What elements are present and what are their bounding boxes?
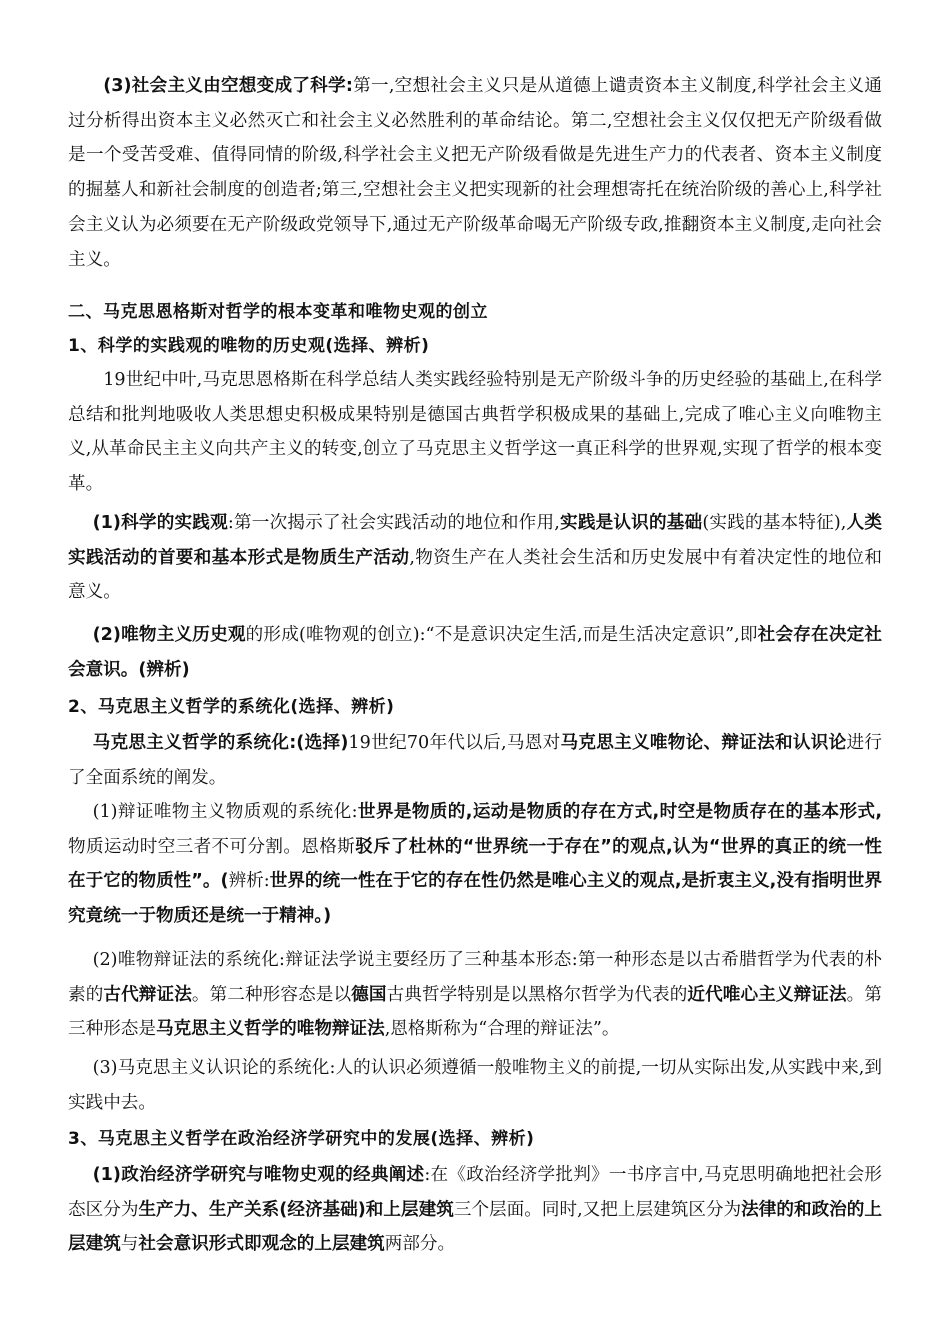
body-text: 的形成(唯物观的创立):“不是意识决定生活,而是生活决定意识”,即	[245, 625, 758, 645]
bold-phrase: 实践是认识的基础	[559, 513, 703, 533]
body-text: ,物资生产在人类社会生活和历史发展中有着决定性的地位和意义。	[68, 547, 882, 603]
bold-phrase: (2)唯物主义历史观	[92, 625, 246, 645]
bold-phrase: 社会意识形式即观念的上层建筑	[138, 1234, 385, 1255]
body-text: 辨析:	[228, 871, 270, 892]
bold-phrase: 马克思主义哲学的系统化:(选择)	[92, 733, 349, 753]
bold-phrase: 古代辩证法	[103, 984, 192, 1005]
paragraph-epistemology: (3)马克思主义认识论的系统化:人的认识必须遵循一般唯物主义的前提,一切从实际出发,从实践中来,到实践中去。	[68, 1058, 882, 1113]
body-text: 三个层面。同时,又把上层建筑区分为	[453, 1199, 742, 1220]
body-text: 与	[120, 1234, 139, 1255]
body-text: :在《政治经济学批判》一书序言中,马克思明确地把社会形态区分为	[68, 1165, 882, 1220]
paragraph-historical-materialism	[68, 618, 882, 687]
paragraph-socialism-science	[68, 69, 882, 277]
bold-phrase: (1)政治经济学研究与唯物史观的经典阐述	[92, 1165, 425, 1185]
body-text: :第一次揭示了社会实践活动的地位和作用,	[227, 513, 560, 533]
bold-phrase: 世界的统一性在于它的存在性仍然是唯心主义的观点,是折衷主义,没有指明世界究竟统一于物质还是统一于精神。)	[68, 871, 883, 927]
body-text: 古典哲学特别是以黑格尔哲学为代表的	[386, 984, 688, 1005]
bold-phrase: 人类实践活动的首要和基本形式是物质生产活动	[68, 513, 882, 568]
body-text: 19世纪70年代以后,马恩对	[348, 733, 561, 753]
body-text: 第一,空想社会主义只是从道德上谴责资本主义制度,科学社会主义通过分析得出资本主义必然灭亡和社会主义必然胜利的革命结论。第二,空想社会主义仅仅把无产阶级看做是一个受苦受难、值得同情的阶级,科学社会主义把无产阶级看做是先进生产力的代表者、资本主义制度的掘墓人和新社会制度的创造者;第三,空想社会主义把实现新的社会理想寄托在统治阶级的善心上,科学社会主义认为必须要在无产阶级政党领导下,通过无产阶级革命喝无产阶级专政,推翻资本主义制度,走向社会主义。	[68, 76, 882, 270]
bold-phrase: 世界是物质的,运动是物质的存在方式,时空是物质存在的基本形式,	[357, 802, 882, 822]
body-text: 两部分。	[384, 1234, 456, 1255]
section-heading-2: 二、马克思恩格斯对哲学的根本变革和唯物史观的创立	[68, 302, 488, 322]
bold-phrase: (1)科学的实践观	[92, 513, 228, 533]
body-text: 。第二种形容态是以	[191, 984, 352, 1005]
body-text: 。第三种形态是	[68, 984, 882, 1040]
bold-phrase: 驳斥了杜林的“世界统一于存在”的观点,认为“世界的真正的统一性在于它的物质性”。(	[68, 836, 882, 892]
bold-phrase: 社会存在决定社会意识。(辨析)	[68, 625, 882, 680]
bold-phrase: (3)社会主义由空想变成了科学:	[103, 76, 353, 96]
paragraph-matter-view	[68, 795, 882, 934]
bold-phrase: 马克思主义哲学的唯物辩证法	[155, 1019, 385, 1040]
body-text: ,恩格斯称为“合理的辩证法”。	[384, 1019, 620, 1040]
body-text: (1)辩证唯物主义物质观的系统化:	[92, 802, 358, 822]
bold-phrase: 德国	[351, 984, 387, 1005]
paragraph-dialectics	[68, 943, 882, 1047]
bold-phrase: 马克思主义唯物论、辩证法和认识论	[560, 733, 847, 753]
paragraph-systematization	[68, 726, 882, 795]
subsection-heading-3: 3、马克思主义哲学在政治经济学研究中的发展(选择、辨析)	[68, 1129, 535, 1149]
body-text: 物质运动时空三者不可分割。恩格斯	[68, 836, 356, 857]
bold-phrase: 近代唯心主义辩证法	[687, 984, 847, 1005]
paragraph-19th-century: 19世纪中叶,马克思恩格斯在科学总结人类实践经验特别是无产阶级斗争的历史经验的基础上,在科学总结和批判地吸收人类思想史积极成果特别是德国古典哲学积极成果的基础上,完成了唯心主义向唯物主义,从革命民主主义向共产主义的转变,创立了马克思主义哲学这一真正科学的世界观,实现了哲学的根本变革。	[68, 370, 882, 495]
paragraph-political-economy	[68, 1158, 882, 1262]
bold-phrase: 生产力、生产关系(经济基础)和上层建筑	[138, 1199, 454, 1220]
subsection-heading-2: 2、马克思主义哲学的系统化(选择、辨析)	[68, 697, 395, 717]
body-text: (实践的基本特征),	[702, 513, 847, 533]
body-text: (2)唯物辩证法的系统化:辩证法学说主要经历了三种基本形态:第一种形态是以古希腊哲学为代表的朴素的	[68, 950, 882, 1005]
bold-phrase: 法律的和政治的上层建筑	[68, 1199, 882, 1255]
body-text: 进行了全面系统的阐发。	[68, 733, 882, 788]
paragraph-practice-view	[68, 506, 882, 610]
subsection-heading-1: 1、科学的实践观的唯物的历史观(选择、辨析)	[68, 336, 430, 356]
